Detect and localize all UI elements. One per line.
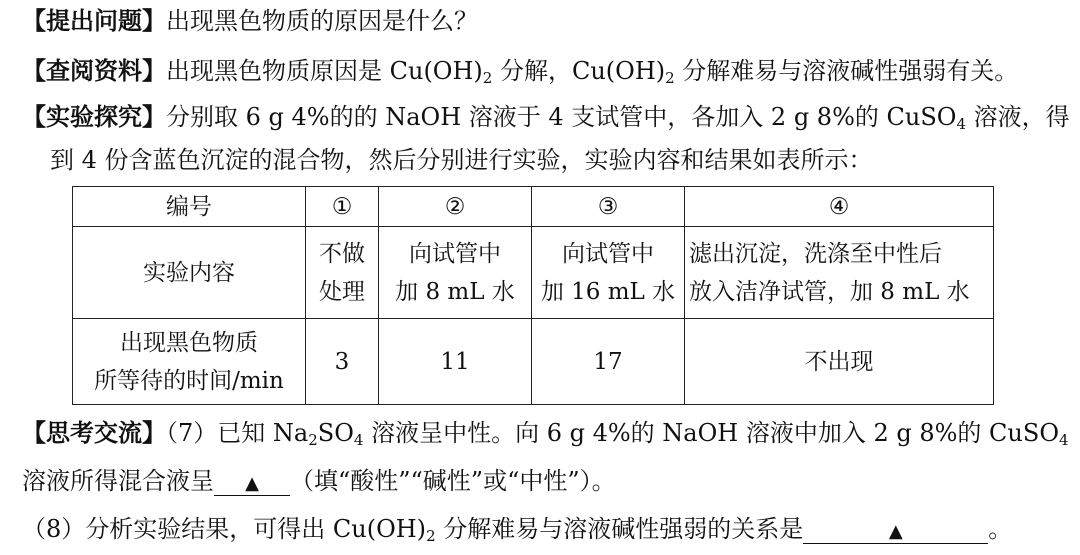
header-label: 编号 — [73, 187, 306, 227]
cell-line: 出现黑色物质 — [120, 329, 258, 356]
discussion-text-3: 溶液呈中性。向 6 g 4%的 NaOH 溶液中加入 2 g 8%的 CuSO — [363, 419, 1059, 447]
q8-text-1: （8）分析实验结果，可得出 Cu(OH) — [22, 515, 427, 543]
line-q8 — [22, 512, 1012, 546]
num-3: ③ — [532, 187, 685, 227]
q7-text-2: （填“酸性”“碱性”或“中性”）。 — [290, 467, 616, 495]
line-q7-answer — [22, 464, 616, 498]
subscript: 4 — [353, 431, 364, 449]
cell-line: 不做 — [319, 240, 365, 267]
time-2: 11 — [379, 319, 532, 405]
q8-text-2: 分解难易与溶液碱性强弱的关系是 — [435, 515, 804, 543]
subscript: 2 — [665, 69, 675, 87]
cell-line: 滤出沉淀，洗涤至中性后 — [689, 240, 942, 267]
cell-line: 加 8 mL 水 — [395, 278, 515, 305]
table-row — [73, 319, 994, 405]
content-1 — [306, 227, 379, 319]
table-row — [73, 227, 994, 319]
answer-blank-7[interactable] — [214, 467, 290, 496]
line-reference — [22, 54, 1018, 88]
cell-line: 处理 — [319, 278, 365, 305]
experiment-table — [72, 186, 994, 405]
line-experiment-cont — [50, 143, 873, 177]
content-3 — [532, 227, 685, 319]
subscript: 2 — [308, 431, 318, 449]
reference-text-1: 出现黑色物质原因是 Cu(OH) — [166, 57, 483, 85]
time-1: 3 — [306, 319, 379, 405]
content-2 — [379, 227, 532, 319]
num-2: ② — [379, 187, 532, 227]
discussion-text-1: （7）已知 Na — [166, 419, 309, 447]
answer-blank-8[interactable] — [803, 515, 988, 544]
tag-discussion: 【思考交流】 — [22, 418, 166, 447]
subscript: 2 — [482, 69, 493, 87]
subscript: 4 — [1059, 431, 1069, 449]
time-4: 不出现 — [685, 319, 994, 405]
discussion-text-2: SO — [317, 419, 354, 447]
q8-text-3: 。 — [988, 515, 1013, 543]
tag-question: 【提出问题】 — [22, 6, 166, 35]
content-4 — [685, 227, 994, 319]
num-1: ① — [306, 187, 379, 227]
tag-reference: 【查阅资料】 — [22, 56, 166, 85]
line-experiment — [22, 100, 1070, 134]
cell-line: 向试管中 — [562, 240, 654, 267]
triangle-icon: ▲ — [888, 521, 903, 542]
content-label: 实验内容 — [73, 227, 306, 319]
table-row — [73, 187, 994, 227]
q7-text-1: 溶液所得混合液呈 — [22, 467, 214, 495]
cell-line: 加 16 mL 水 — [540, 278, 676, 305]
num-4: ④ — [685, 187, 994, 227]
experiment-text-1: 分别取 6 g 4%的的 NaOH 溶液于 4 支试管中，各加入 2 g 8%的 CuSO — [166, 103, 957, 131]
line-discussion — [22, 416, 1069, 450]
cell-line: 放入洁净试管，加 8 mL 水 — [689, 278, 970, 305]
triangle-icon: ▲ — [245, 473, 259, 494]
time-label — [73, 319, 306, 405]
subscript: 2 — [426, 527, 436, 545]
experiment-text-3: 到 4 份含蓝色沉淀的混合物，然后分别进行实验，实验内容和结果如表所示： — [50, 146, 873, 174]
line-question — [22, 4, 478, 38]
question-text: 出现黑色物质的原因是什么？ — [166, 7, 478, 35]
reference-text-2: 分解，Cu(OH) — [492, 57, 666, 85]
tag-experiment: 【实验探究】 — [22, 102, 166, 131]
cell-line: 向试管中 — [409, 240, 501, 267]
subscript: 4 — [956, 115, 966, 133]
experiment-text-2: 溶液，得 — [966, 103, 1070, 131]
time-3: 17 — [532, 319, 685, 405]
cell-line: 所等待的时间/min — [94, 367, 284, 394]
reference-text-3: 分解难易与溶液碱性强弱有关。 — [674, 57, 1019, 85]
